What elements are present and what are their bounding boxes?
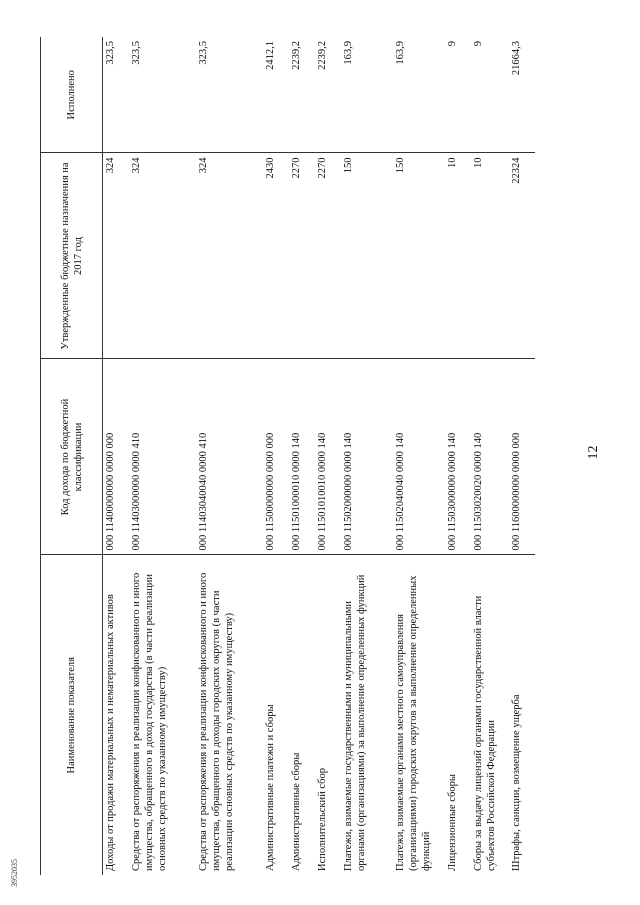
row-executed-cell: 323,5: [129, 37, 196, 153]
row-executed-cell: 323,5: [196, 37, 263, 153]
row-code-cell: 000 11403000000 0000 410: [129, 359, 196, 555]
row-name-cell: Платежи, взимаемые государственными и муниципальными органами (организациями) за выполнение определенных функций: [341, 555, 393, 875]
table-row: [509, 37, 535, 875]
document-code: 3952035: [10, 859, 19, 887]
table-row: [393, 37, 445, 875]
header-executed: Исполнено: [41, 37, 103, 153]
row-name-cell: Платежи, взимаемые органами местного самоуправления (организациями) городских округов за выполнение определенных функций: [393, 555, 445, 875]
table-row: [289, 37, 315, 875]
header-code: Код дохода по бюджетной классификации: [41, 359, 103, 555]
table-row: [315, 37, 341, 875]
row-executed-cell: 2412,1: [263, 37, 289, 153]
row-code-cell: 000 11502000000 0000 140: [341, 359, 393, 555]
row-executed-cell: 163,9: [341, 37, 393, 153]
row-plan-cell: 150: [341, 153, 393, 359]
row-plan-cell: 10: [471, 153, 509, 359]
row-plan-cell: 324: [103, 153, 129, 359]
row-plan-cell: 150: [393, 153, 445, 359]
row-executed-cell: 2239,2: [289, 37, 315, 153]
row-code-cell: 000 11502040040 0000 140: [393, 359, 445, 555]
table-row: [471, 37, 509, 875]
row-executed-cell: 323,5: [103, 37, 129, 153]
table-row: [103, 37, 129, 875]
row-code-cell: 000 11403040040 0000 410: [196, 359, 263, 555]
table-row: [263, 37, 289, 875]
row-executed-cell: 21664,3: [509, 37, 535, 153]
row-code-cell: 000 11501010010 0000 140: [315, 359, 341, 555]
row-code-cell: 000 11503000000 0000 140: [445, 359, 471, 555]
row-plan-cell: 2430: [263, 153, 289, 359]
table-row: [129, 37, 196, 875]
row-executed-cell: 9: [471, 37, 509, 153]
row-executed-cell: 2239,2: [315, 37, 341, 153]
row-plan-cell: 2270: [289, 153, 315, 359]
header-plan: Утвержденные бюджетные назначения на 2017 год: [41, 153, 103, 359]
row-executed-cell: 163,9: [393, 37, 445, 153]
row-name-cell: Исполнительский сбор: [315, 555, 341, 875]
row-code-cell: 000 11500000000 0000 000: [263, 359, 289, 555]
row-plan-cell: 324: [129, 153, 196, 359]
row-name-cell: Средства от распоряжения и реализации конфискованного и иного имущества, обращенного в доходы городских округов (в части реализации основных средств по указанному имуществу): [196, 555, 263, 875]
page-number: 12: [586, 445, 601, 460]
row-name-cell: Лицензионные сборы: [445, 555, 471, 875]
row-plan-cell: 2270: [315, 153, 341, 359]
row-name-cell: Средства от распоряжения и реализации конфискованного и иного имущества, обращенного в доход государства (в части реализации основных средств по указанному имуществу): [129, 555, 196, 875]
table-row: [341, 37, 393, 875]
row-name-cell: Административные сборы: [289, 555, 315, 875]
row-code-cell: 000 11501000010 0000 140: [289, 359, 315, 555]
table-row: [196, 37, 263, 875]
row-code-cell: 000 11503020020 0000 140: [471, 359, 509, 555]
row-name-cell: Доходы от продажи материальных и нематериальных активов: [103, 555, 129, 875]
table-row: [445, 37, 471, 875]
header-name: Наименование показателя: [41, 555, 103, 875]
revenue-table: [40, 37, 535, 875]
row-name-cell: Административные платежи и сборы: [263, 555, 289, 875]
row-code-cell: 000 11400000000 0000 000: [103, 359, 129, 555]
row-executed-cell: 9: [445, 37, 471, 153]
row-code-cell: 000 11600000000 0000 000: [509, 359, 535, 555]
row-name-cell: Штрафы, санкции, возмещение ущерба: [509, 555, 535, 875]
row-plan-cell: 22324: [509, 153, 535, 359]
row-plan-cell: 10: [445, 153, 471, 359]
row-name-cell: Сборы за выдачу лицензий органами государственной власти субъектов Российской Федерации: [471, 555, 509, 875]
row-plan-cell: 324: [196, 153, 263, 359]
